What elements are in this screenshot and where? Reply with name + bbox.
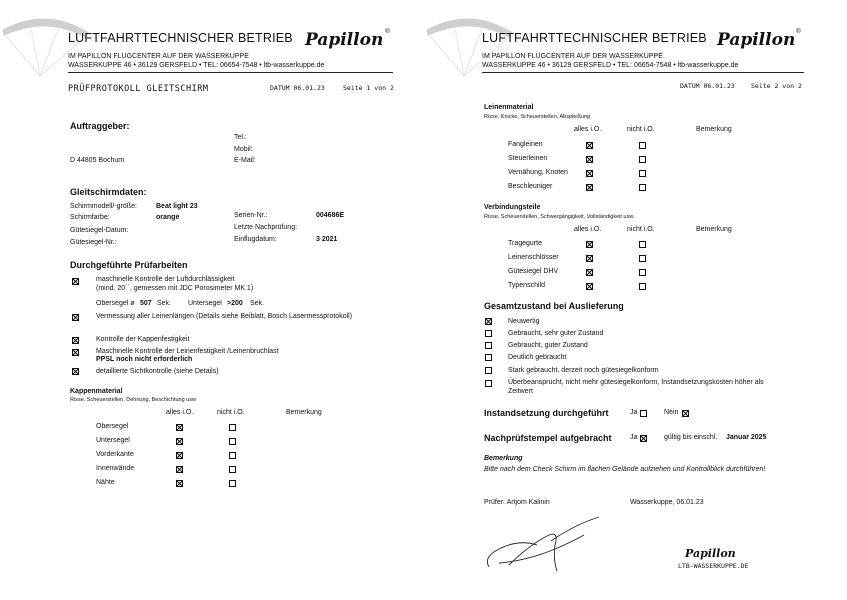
glider-model-label: Schirmmodell/-größe: <box>70 203 137 210</box>
document-date: DATUM 06.01.23 <box>270 84 325 92</box>
client-tel-label: Tel.: <box>234 134 247 141</box>
connectors-row-nok-checkbox[interactable] <box>639 255 646 262</box>
test-line-length-text: Vermessung aller Leinenlängen (Details siehe Beiblatt, Bosch Lasermessprotokoll) <box>96 313 353 320</box>
document-date: DATUM 06.01.23 <box>680 82 735 90</box>
connectors-row-label: Gütesiegel DHV <box>508 268 559 275</box>
stamp-label: Nachprüfstempel aufgebracht <box>484 433 612 443</box>
canopy-row-nok-checkbox[interactable] <box>229 438 236 445</box>
untersegel-porosity-value: >200 <box>227 300 243 307</box>
obersegel-porosity-label: Obersegel ø <box>96 300 135 307</box>
connectors-col-nok: nicht i.O. <box>627 226 655 233</box>
papillon-logo: Papillon <box>717 30 796 50</box>
document-title: PRÜFPROTOKOLL GLEITSCHIRM <box>68 84 209 94</box>
condition-option-label: Neuwertig <box>508 318 540 325</box>
obersegel-porosity-unit: Sek. <box>157 300 172 307</box>
condition-option-checkbox[interactable] <box>485 367 492 374</box>
stamp-website-text: LTB-WASSERKUPPE.DE <box>678 562 749 570</box>
lines-row-ok-checkbox[interactable] <box>586 184 593 191</box>
lines-col-remark: Bemerkung <box>696 126 732 133</box>
condition-option-checkbox[interactable] <box>485 380 492 387</box>
tests-heading: Durchgeführte Prüfarbeiten <box>70 260 188 270</box>
company-title: LUFTFAHRTTECHNISCHER BETRIEB <box>482 31 707 45</box>
company-address-line-1: IM PAPILLON FLUGCENTER AUF DER WASSERKUPPE <box>482 53 663 60</box>
canopy-row-ok-checkbox[interactable] <box>176 466 183 473</box>
canopy-row-label: Nähte <box>96 479 115 486</box>
test-visual-check-checkbox[interactable] <box>72 368 79 375</box>
repair-label: Instandsetzung durchgeführt <box>484 408 609 418</box>
canopy-row-nok-checkbox[interactable] <box>229 452 236 459</box>
lines-row-nok-checkbox[interactable] <box>639 170 646 177</box>
papillon-logo: Papillon <box>305 30 384 50</box>
connectors-row-ok-checkbox[interactable] <box>586 283 593 290</box>
condition-option-label-continued: Zeitwert <box>508 388 533 395</box>
handwritten-signature <box>479 505 609 575</box>
remark-heading: Bemerkung <box>484 455 523 462</box>
repair-no-checkbox[interactable] <box>682 410 689 417</box>
paraglider-watermark-icon <box>424 10 514 80</box>
connectors-row-ok-checkbox[interactable] <box>586 269 593 276</box>
seal-date-label: Gütesiegel-Datum: <box>70 227 129 234</box>
canopy-row-ok-checkbox[interactable] <box>176 452 183 459</box>
repair-no-label: Nein <box>664 409 679 416</box>
registered-mark: ® <box>385 28 390 35</box>
test-canopy-strength-text: Kontrolle der Kappenfestigkeit <box>96 336 190 343</box>
test-porosity-line-1: maschinelle Kontrolle der Luftdurchlässigkeit <box>96 276 235 283</box>
lines-row-ok-checkbox[interactable] <box>586 156 593 163</box>
header-divider <box>482 72 804 73</box>
company-title: LUFTFAHRTTECHNISCHER BETRIEB <box>68 31 293 45</box>
lines-row-ok-checkbox[interactable] <box>586 170 593 177</box>
header-divider <box>68 72 393 73</box>
repair-yes-label: Ja <box>630 409 638 416</box>
page-2 <box>424 0 847 600</box>
signature-place-date: Wasserkuppe, 06.01.23 <box>630 499 704 506</box>
untersegel-porosity-label: Untersegel <box>188 300 222 307</box>
lines-row-label: Vernähung, Knoten <box>508 169 568 176</box>
canopy-material-subtitle: Risse, Scheuerstellen, Dehnung, Beschichtung usw <box>70 397 196 403</box>
connectors-row-label: Typenschild <box>508 282 545 289</box>
serial-number-value: 004686E <box>316 212 345 219</box>
company-address-line-1: IM PAPILLON FLUGCENTER AUF DER WASSERKUPPE <box>68 53 249 60</box>
connectors-heading: Verbindungsteile <box>484 204 541 211</box>
client-city: D 44805 Bochum <box>70 157 125 164</box>
obersegel-porosity-value: 507 <box>140 300 152 307</box>
canopy-col-remark: Bemerkung <box>286 409 322 416</box>
lines-row-label: Beschleuniger <box>508 183 553 190</box>
test-porosity-line-2: (mind. 20´´, gemessen mit JDC Porosimeter MK 1) <box>96 285 254 292</box>
condition-option-label: Deutlich gebraucht <box>508 354 567 361</box>
stamp-papillon-logo: Papillon <box>685 547 736 560</box>
remark-text: Bitte nach dem Check Schirm im flachen Gelände aufziehen und Kontrollblick durchführen! <box>484 466 766 473</box>
last-check-label: Letzte Nachprüfung: <box>234 224 298 231</box>
stamp-valid-value: Januar 2025 <box>726 434 767 441</box>
canopy-col-ok: alles i.O. <box>166 409 194 416</box>
condition-option-checkbox[interactable] <box>485 342 492 349</box>
canopy-material-heading: Kappenmaterial <box>70 388 123 395</box>
condition-option-label: Stark gebraucht, derzeit noch gütesiegelkonform <box>508 367 659 374</box>
glider-color-value: orange <box>156 214 180 221</box>
line-material-subtitle: Risse, Knicke, Scheuerstellen, Abspleißung <box>484 114 591 120</box>
canopy-row-label: Untersegel <box>96 437 130 444</box>
condition-heading: Gesamtzustand bei Auslieferung <box>484 301 624 311</box>
connectors-row-ok-checkbox[interactable] <box>586 255 593 262</box>
canopy-col-nok: nicht i.O. <box>217 409 245 416</box>
condition-option-checkbox[interactable] <box>485 354 492 361</box>
connectors-subtitle: Risse, Scheuerstellen, Schwergängigkeit, Vollständigkeit usw. <box>484 214 635 220</box>
page-number: Seite 1 von 2 <box>343 84 394 92</box>
canopy-row-nok-checkbox[interactable] <box>229 480 236 487</box>
test-line-strength-line-1: Maschinelle Kontrolle der Leinenfestigkeit /Leinenbruchlast <box>96 348 279 355</box>
connectors-row-label: Leinenschlösser <box>508 254 559 261</box>
glider-model-value: Beat light 23 <box>156 203 198 210</box>
test-canopy-strength-checkbox[interactable] <box>72 337 79 344</box>
test-line-strength-checkbox[interactable] <box>72 349 79 356</box>
paraglider-watermark-icon <box>0 10 90 80</box>
glider-color-label: Schirmfarbe: <box>70 214 110 221</box>
lines-row-nok-checkbox[interactable] <box>639 184 646 191</box>
canopy-row-nok-checkbox[interactable] <box>229 424 236 431</box>
condition-option-checkbox[interactable] <box>485 318 492 325</box>
lines-row-nok-checkbox[interactable] <box>639 156 646 163</box>
canopy-row-ok-checkbox[interactable] <box>176 480 183 487</box>
stamp-yes-checkbox[interactable] <box>640 435 647 442</box>
canopy-row-ok-checkbox[interactable] <box>176 438 183 445</box>
lines-col-nok: nicht i.O. <box>627 126 655 133</box>
flight-date-value: 3 2021 <box>316 236 338 243</box>
test-line-length-checkbox[interactable] <box>72 314 79 321</box>
lines-row-label: Steuerleinen <box>508 155 548 162</box>
connectors-col-ok: alles i.O. <box>574 226 602 233</box>
client-mobile-label: Mobil: <box>234 146 253 153</box>
glider-data-heading: Gleitschirmdaten: <box>70 187 147 197</box>
canopy-row-nok-checkbox[interactable] <box>229 466 236 473</box>
canopy-row-ok-checkbox[interactable] <box>176 424 183 431</box>
client-heading: Auftraggeber: <box>70 121 130 131</box>
company-address-line-2: WASSERKUPPE 46 • 36129 GERSFELD • TEL: 06654-7548 • ltb-wasserkuppe.de <box>68 62 325 69</box>
lines-col-ok: alles i.O. <box>574 126 602 133</box>
lines-row-label: Fangleinen <box>508 141 543 148</box>
registered-mark: ® <box>796 28 801 35</box>
repair-yes-checkbox[interactable] <box>640 410 647 417</box>
inspector-name: Prüfer: Artjom Kalinin <box>484 499 550 506</box>
condition-option-label: Überbeansprucht, nicht mehr gütesiegelkonform, Instandsetzungskosten höher als <box>508 379 764 386</box>
canopy-row-label: Vorderkante <box>96 451 134 458</box>
condition-option-label: Gebraucht, guter Zustand <box>508 342 588 349</box>
test-visual-check-text: detaillierte Sichtkontrolle (siehe Details) <box>96 368 219 375</box>
line-material-heading: Leinenmaterial <box>484 104 534 111</box>
company-address-line-2: WASSERKUPPE 46 • 36129 GERSFELD • TEL: 06654-7548 • ltb-wasserkuppe.de <box>482 62 739 69</box>
stamp-yes-label: Ja <box>630 434 638 441</box>
canopy-row-label: Innenwände <box>96 465 135 472</box>
test-porosity-checkbox[interactable] <box>72 278 79 285</box>
lines-row-nok-checkbox[interactable] <box>639 142 646 149</box>
client-email-label: E-Mail: <box>234 157 256 164</box>
connectors-row-nok-checkbox[interactable] <box>639 241 646 248</box>
connectors-row-nok-checkbox[interactable] <box>639 269 646 276</box>
untersegel-porosity-unit: Sek. <box>250 300 265 307</box>
test-line-strength-line-2: PPSL noch nicht erforderlich <box>96 356 193 363</box>
serial-number-label: Serien-Nr.: <box>234 212 268 219</box>
stamp-valid-prefix: gültig bis einschl. <box>664 434 718 441</box>
lines-row-ok-checkbox[interactable] <box>586 142 593 149</box>
flight-date-label: Einflugdatum: <box>234 236 277 243</box>
condition-option-label: Gebraucht, sehr guter Zustand <box>508 330 604 337</box>
connectors-row-nok-checkbox[interactable] <box>639 283 646 290</box>
condition-option-checkbox[interactable] <box>485 330 492 337</box>
page-1 <box>0 0 423 600</box>
connectors-row-label: Tragegurte <box>508 240 542 247</box>
connectors-row-ok-checkbox[interactable] <box>586 241 593 248</box>
seal-number-label: Gütesiegel-Nr.: <box>70 239 117 246</box>
canopy-row-label: Obersegel <box>96 423 129 430</box>
connectors-col-remark: Bemerkung <box>696 226 732 233</box>
page-number: Seite 2 von 2 <box>751 82 802 90</box>
